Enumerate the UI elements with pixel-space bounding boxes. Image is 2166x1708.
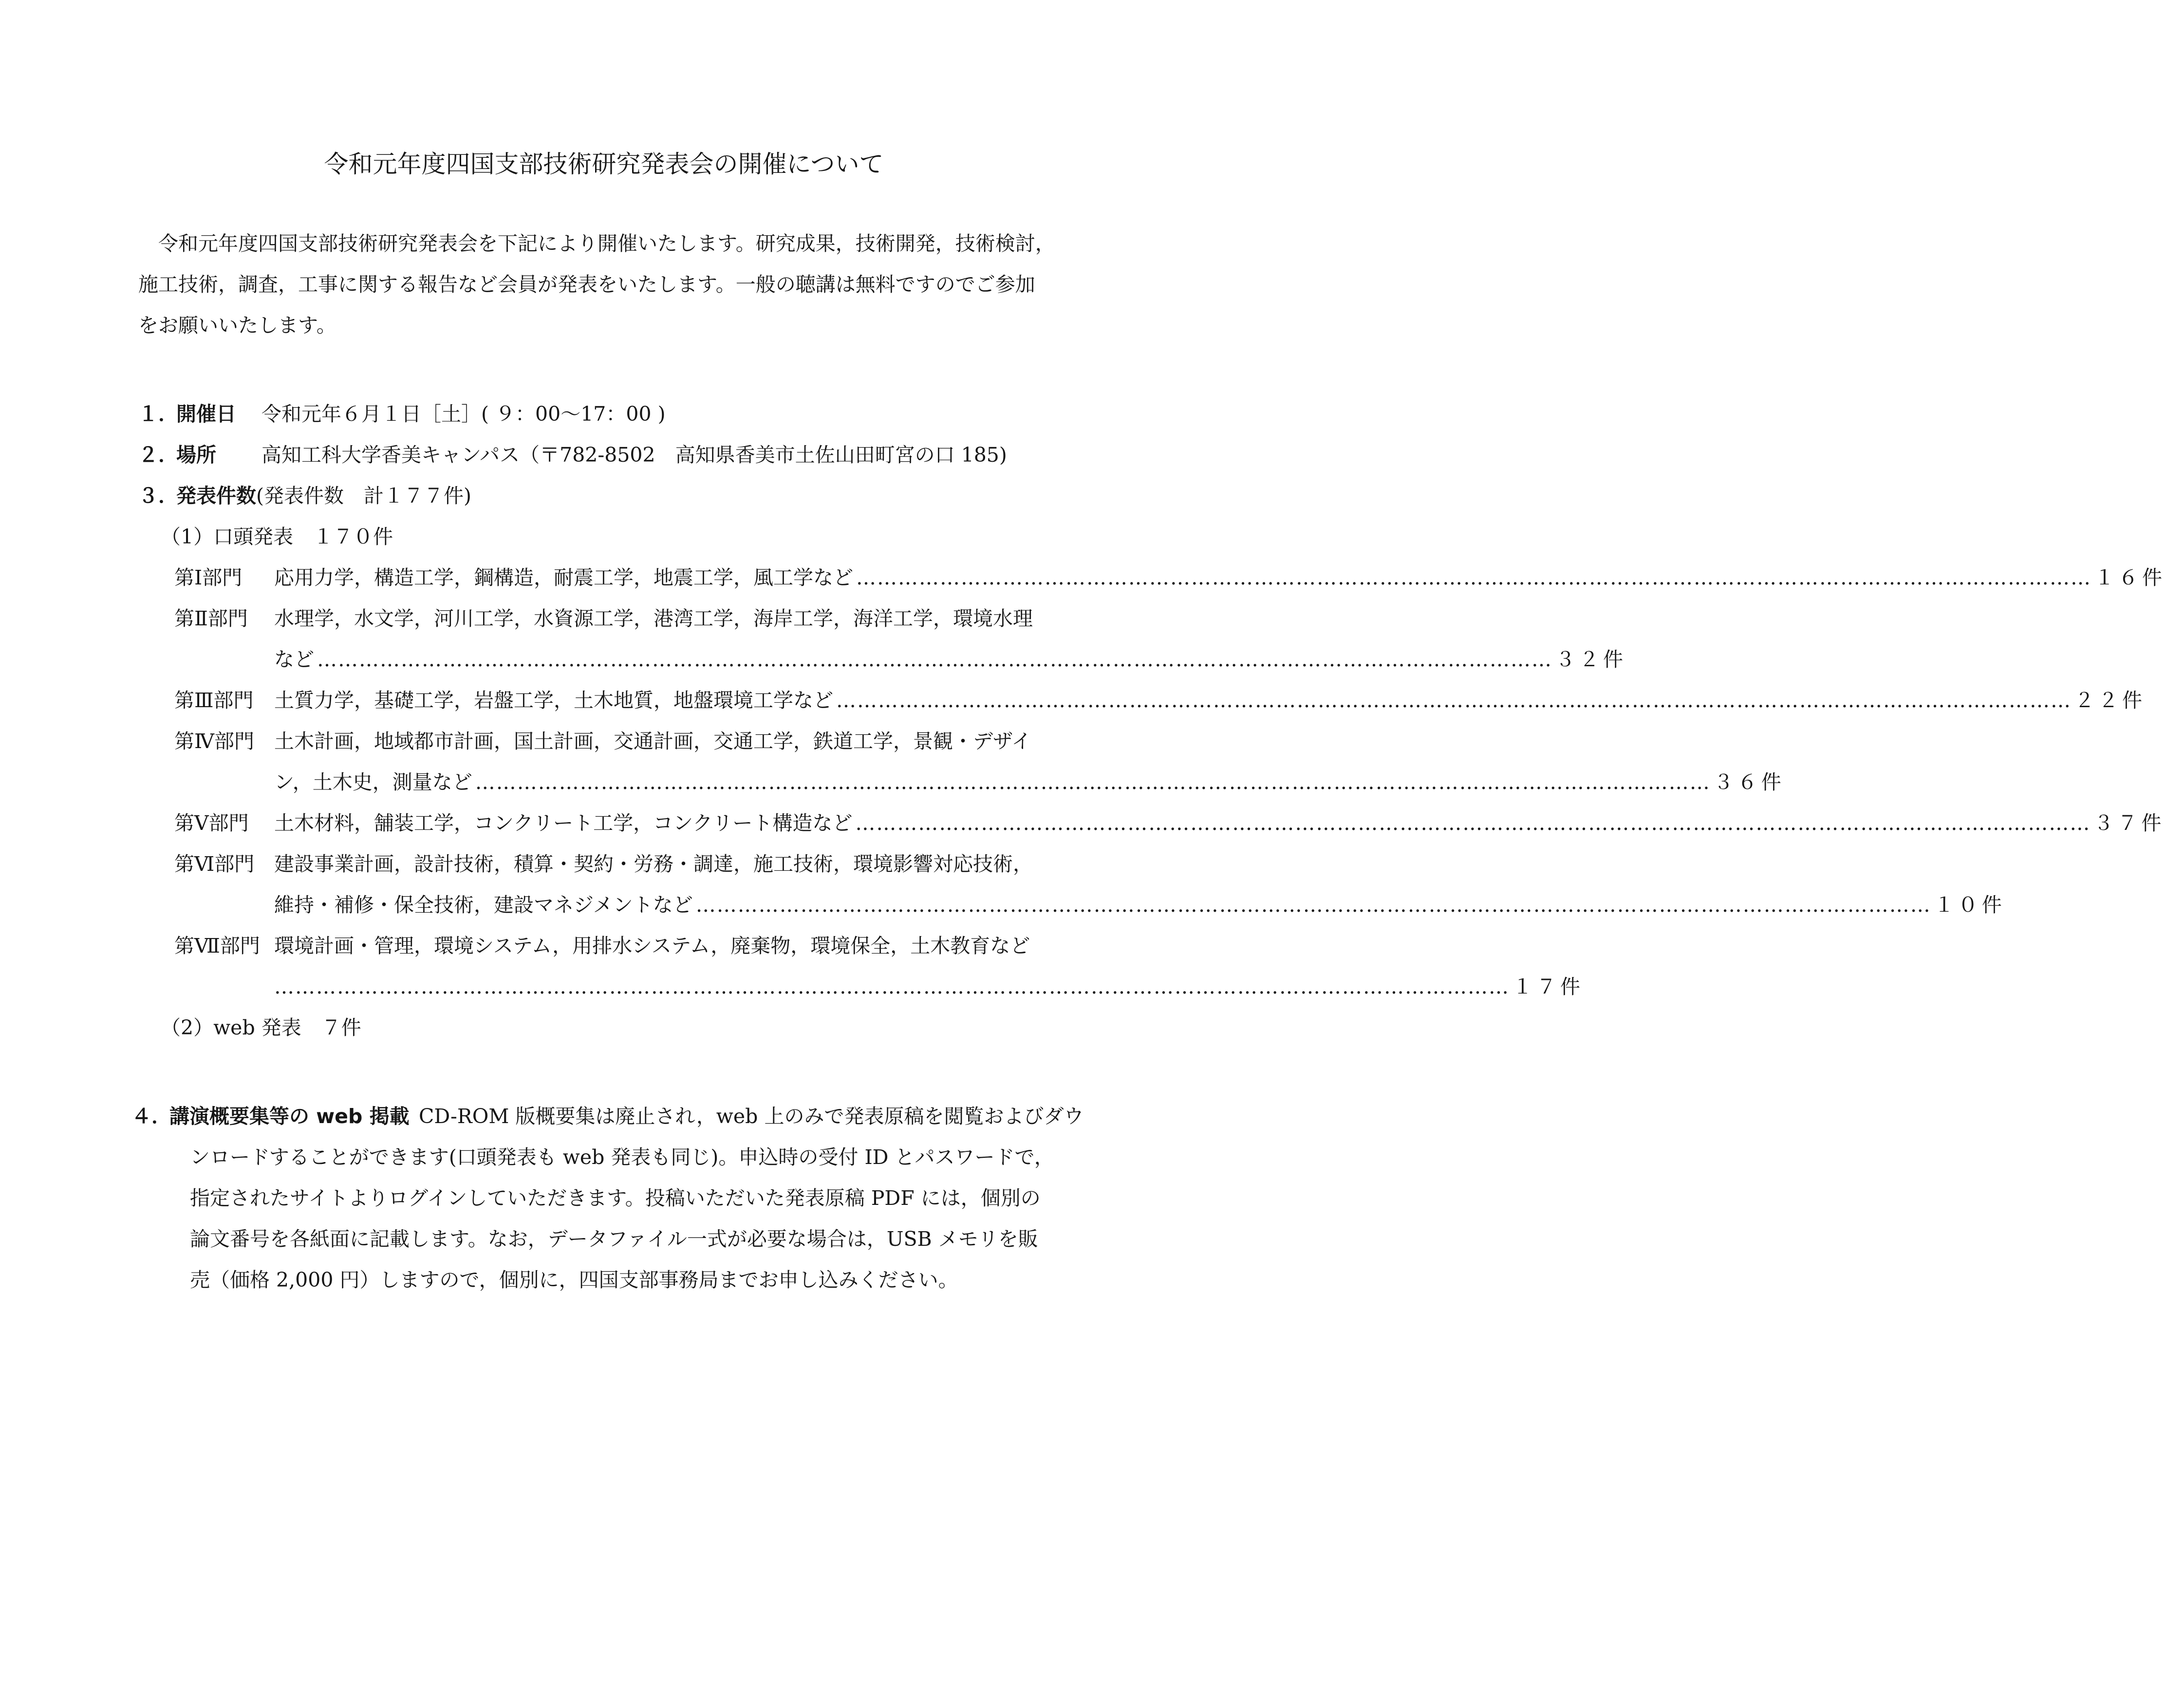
intro-line-1: 令和元年度四国支部技術研究発表会を下記により開催いたします。研究成果，技術開発，技術検討， [158, 232, 1055, 255]
dept-row [274, 563, 2166, 592]
section-text: 令和元年６月１日［土］( ９：00～17：00 ) [261, 402, 666, 426]
section-venue [138, 440, 1007, 469]
section-number: １． [138, 402, 178, 426]
dot-leader: …………………………………………………………………………………………………………………………………………………………… [695, 893, 1931, 917]
intro-line-3: をお願いいたします。 [138, 314, 336, 337]
dept-count: ３７件 [2093, 811, 2166, 835]
dept-fields: 環境計画・管理，環境システム，用排水システム，廃棄物，環境保全，土木教育など [274, 934, 1030, 957]
dept-label: 第Ⅶ部門 [174, 934, 260, 957]
page-title: 令和元年度四国支部技術研究発表会の開催について [324, 150, 884, 178]
dept-fields: 土木材料，舗装工学，コンクリート工学，コンクリート構造など [274, 811, 853, 835]
dept-count: ２２件 [2074, 689, 2146, 712]
dept-row [274, 808, 2166, 838]
dept-label: 第Ⅲ部門 [174, 689, 254, 712]
section-count [138, 481, 471, 510]
dept-fields: 水理学，水文学，河川工学，水資源工学，港湾工学，海岸工学，海洋工学，環境水理 [274, 607, 1033, 630]
dept-count: ３６件 [1713, 770, 1785, 794]
dept-fields: 応用力学，構造工学，鋼構造，耐震工学，地震工学，風工学など [274, 566, 853, 589]
dept-count: ３２件 [1555, 648, 1627, 671]
dot-leader: …………………………………………………………………………………………………………………………………………………………… [475, 770, 1711, 794]
section-number: ２． [138, 443, 178, 467]
web-presentations: （2）web 発表 ７件 [161, 1016, 361, 1039]
section-web-line: 論文番号を各紙面に記載します。なお，データファイル一式が必要な場合は，USB メモリを販 [190, 1227, 1038, 1251]
section-web [131, 1102, 1083, 1131]
section-web-line: 売（価格 2,000 円）しますので，個別に，四国支部事務局までお申し込みください。 [190, 1268, 958, 1292]
dept-fields: 土質力学，基礎工学，岩盤工学，土木地質，地盤環境工学など [274, 689, 833, 712]
dept-row [274, 768, 1785, 797]
section-label: 開催日 [176, 402, 236, 426]
dept-fields: 土木計画，地域都市計画，国土計画，交通計画，交通工学，鉄道工学，景観・デザイ [274, 730, 1032, 753]
dept-row [274, 972, 1584, 1001]
dept-label: 第Ⅰ部門 [174, 566, 243, 589]
dot-leader: …………………………………………………………………………………………………………………………………………………………… [836, 689, 2072, 712]
dept-count: １０件 [1934, 893, 2006, 917]
dept-count: １６件 [2094, 566, 2166, 589]
dept-fields-cont: など [274, 648, 314, 671]
section-date [138, 399, 666, 429]
dot-leader: …………………………………………………………………………………………………………………………………………………………… [317, 648, 1552, 671]
dept-fields-cont: 維持・補修・保全技術，建設マネジメントなど [274, 893, 693, 917]
dot-leader: …………………………………………………………………………………………………………………………………………………………… [274, 975, 1510, 998]
dept-label: 第Ⅵ部門 [174, 852, 255, 876]
intro-line-2: 施工技術，調査，工事に関する報告など会員が発表をいたします。一般の聴講は無料ですのでご参加 [138, 273, 1035, 296]
dot-leader: …………………………………………………………………………………………………………………………………………………………… [856, 566, 2091, 589]
section-text: (発表件数 計１７７件) [256, 484, 471, 507]
dept-row [274, 890, 2006, 920]
dept-label: 第Ⅳ部門 [174, 730, 254, 753]
section-number: ４． [131, 1105, 171, 1128]
section-web-line: 指定されたサイトよりログインしていただきます。投稿いただいた発表原稿 PDF には，個別の [190, 1186, 1041, 1210]
section-number: ３． [138, 484, 178, 507]
dept-row [274, 645, 1627, 674]
dept-fields: 建設事業計画，設計技術，積算・契約・労務・調達，施工技術，環境影響対応技術， [274, 852, 1033, 876]
dot-leader: …………………………………………………………………………………………………………………………………………………………… [855, 811, 2091, 835]
dept-label: 第Ⅴ部門 [174, 811, 249, 835]
dept-row [274, 686, 2146, 715]
dept-fields-cont: ン，土木史，測量など [274, 770, 472, 794]
section-web-line: ンロードすることができます(口頭発表も web 発表も同じ)。申込時の受付 ID とパスワードで， [190, 1145, 1054, 1169]
oral-presentations: （1）口頭発表 １７０件 [161, 525, 393, 548]
section-text: 高知工科大学香美キャンパス（〒782-8502 高知県香美市土佐山田町宮の口 185) [261, 443, 1007, 467]
section-label: 発表件数 [176, 484, 256, 507]
dept-count: １７件 [1512, 975, 1584, 998]
section-label: 場所 [176, 443, 216, 467]
section-label: 講演概要集等の web 掲載 [169, 1105, 410, 1128]
dept-label: 第Ⅱ部門 [174, 607, 248, 630]
section-text: CD-ROM 版概要集は廃止され，web 上のみで発表原稿を閲覧およびダウ [419, 1105, 1084, 1128]
